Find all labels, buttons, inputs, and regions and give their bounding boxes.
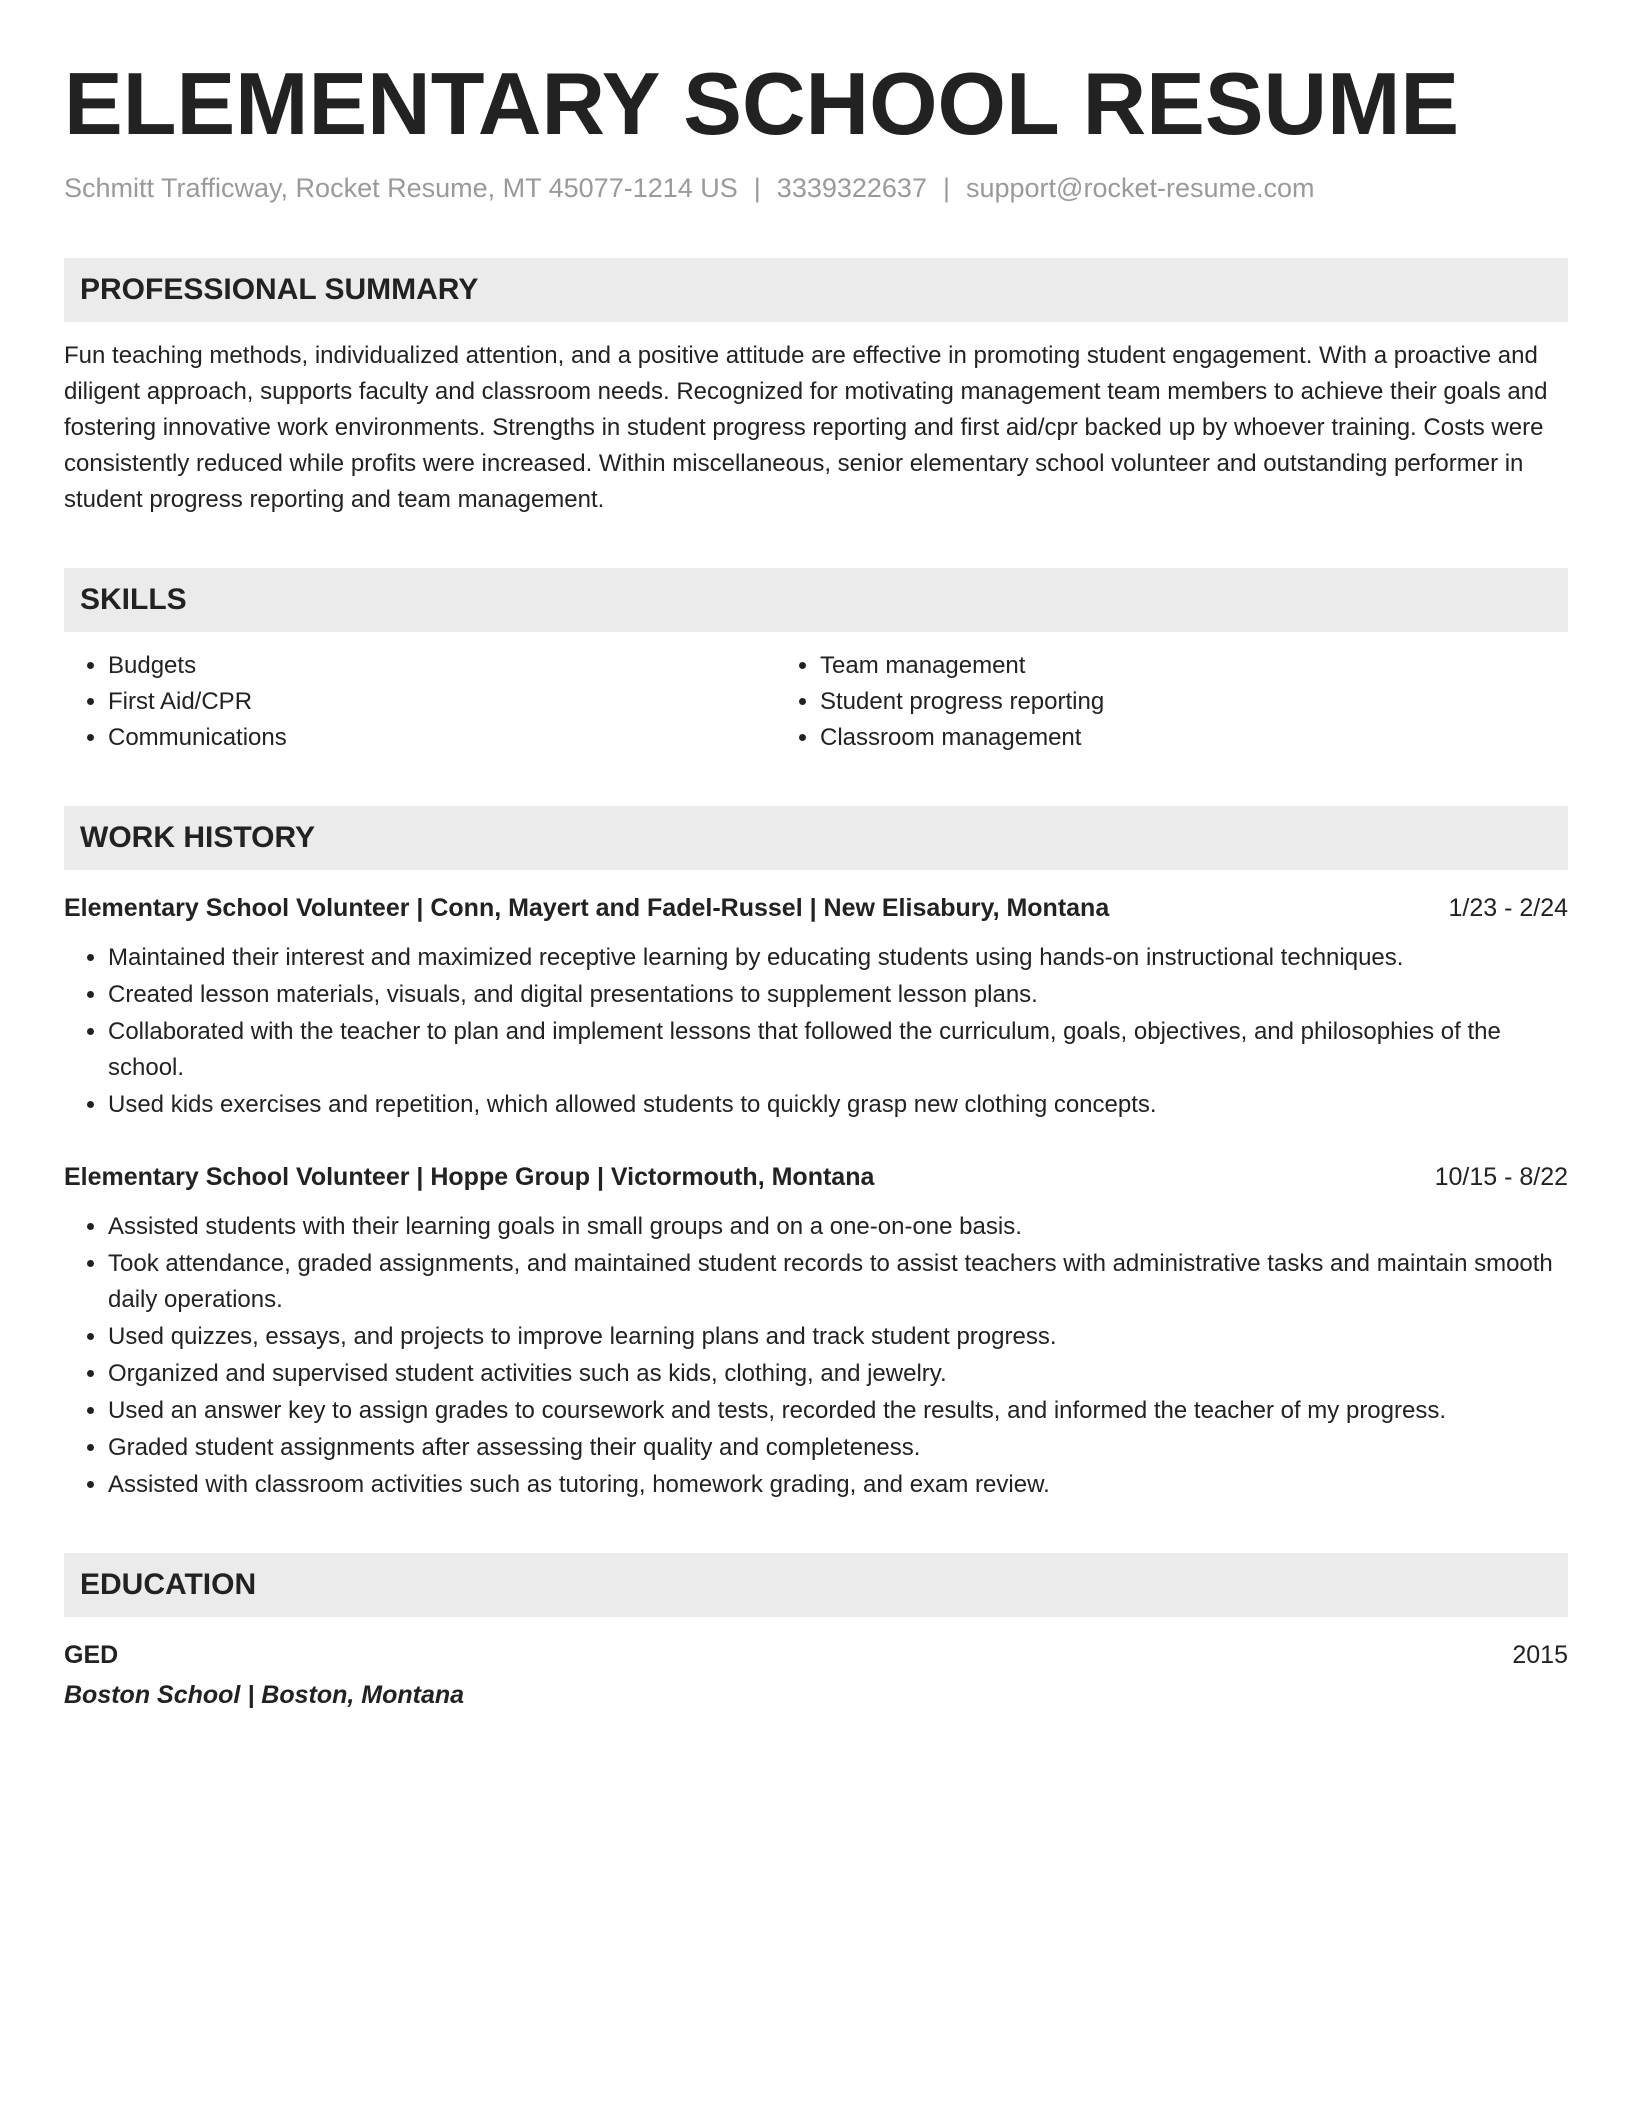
summary-text: Fun teaching methods, individualized attention, and a positive attitude are effective in promoting student engagement. With a proactive and diligent approach, supports faculty and classroom needs. Recognized for motivating management team members to achieve their goals and fostering innovative work environments. Strengths in student progress reporting and first aid/cpr backed up by whoever training. Costs were consistently reduced while profits were increased. Within miscellaneous, senior elementary school volunteer and outstanding performer in student progress reporting and team management. xyxy=(64,342,1548,513)
skill-item: • Team management xyxy=(820,648,1464,684)
job-bullet: • Assisted students with their learning goals in small groups and on a one-on-one basis. xyxy=(108,1209,1568,1245)
job-header xyxy=(64,890,1568,926)
job-dates: 1/23 - 2/24 xyxy=(1448,894,1568,922)
skills-column-1 xyxy=(64,648,764,756)
job-title: Elementary School Volunteer | Hoppe Group | Victormouth, Montana xyxy=(64,1163,875,1191)
skills-column-2 xyxy=(764,648,1464,756)
section-header-education: EDUCATION xyxy=(64,1553,1568,1617)
resume-title: ELEMENTARY SCHOOL RESUME xyxy=(64,54,1460,153)
contact-email: support@rocket-resume.com xyxy=(965,173,1315,203)
education-header xyxy=(64,1637,1568,1673)
contact-phone: 3339322637 xyxy=(776,173,927,203)
education-degree: GED xyxy=(64,1641,119,1669)
job-entry xyxy=(64,890,1568,1123)
job-bullet: • Used kids exercises and repetition, which allowed students to quickly grasp new clothing concepts. xyxy=(108,1087,1568,1123)
job-header xyxy=(64,1159,1568,1195)
job-bullet: • Took attendance, graded assignments, and maintained student records to assist teachers with administrative tasks and maintain smooth daily operations. xyxy=(108,1246,1568,1318)
job-bullet: • Maintained their interest and maximized receptive learning by educating students using hands-on instructional techniques. xyxy=(108,940,1568,976)
education-entry xyxy=(64,1637,1568,1713)
skill-item: • Communications xyxy=(108,720,764,756)
contact-address: Schmitt Trafficway, Rocket Resume, MT 45077-1214 US xyxy=(64,173,738,203)
job-dates: 10/15 - 8/22 xyxy=(1434,1163,1568,1191)
education-school: Boston School | Boston, Montana xyxy=(64,1681,465,1709)
job-entry xyxy=(64,1159,1568,1503)
section-header-skills: SKILLS xyxy=(64,568,1568,632)
skill-item: • Budgets xyxy=(108,648,764,684)
contact-separator: | xyxy=(753,173,761,203)
job-bullet: • Graded student assignments after assessing their quality and completeness. xyxy=(108,1430,1568,1466)
section-header-work-history: WORK HISTORY xyxy=(64,806,1568,870)
contact-line xyxy=(64,170,1568,206)
job-title: Elementary School Volunteer | Conn, Mayert and Fadel-Russel | New Elisabury, Montana xyxy=(64,894,1110,922)
job-bullet: • Used an answer key to assign grades to coursework and tests, recorded the results, and informed the teacher of my progress. xyxy=(108,1393,1568,1429)
contact-separator: | xyxy=(942,173,950,203)
job-bullet: • Assisted with classroom activities such as tutoring, homework grading, and exam review. xyxy=(108,1467,1568,1503)
job-bullets xyxy=(64,940,1568,1123)
job-bullets xyxy=(64,1209,1568,1503)
skill-item: • Classroom management xyxy=(820,720,1464,756)
section-header-summary: PROFESSIONAL SUMMARY xyxy=(64,258,1568,322)
skill-item: • Student progress reporting xyxy=(820,684,1464,720)
job-bullet: • Organized and supervised student activities such as kids, clothing, and jewelry. xyxy=(108,1356,1568,1392)
job-bullet: • Created lesson materials, visuals, and digital presentations to supplement lesson plans. xyxy=(108,977,1568,1013)
job-bullet: • Used quizzes, essays, and projects to improve learning plans and track student progress. xyxy=(108,1319,1568,1355)
skills-list xyxy=(64,648,1568,756)
skill-item: • First Aid/CPR xyxy=(108,684,764,720)
job-bullet: • Collaborated with the teacher to plan and implement lessons that followed the curriculum, goals, objectives, and philosophies of the school. xyxy=(108,1014,1568,1086)
education-year: 2015 xyxy=(1512,1641,1568,1669)
